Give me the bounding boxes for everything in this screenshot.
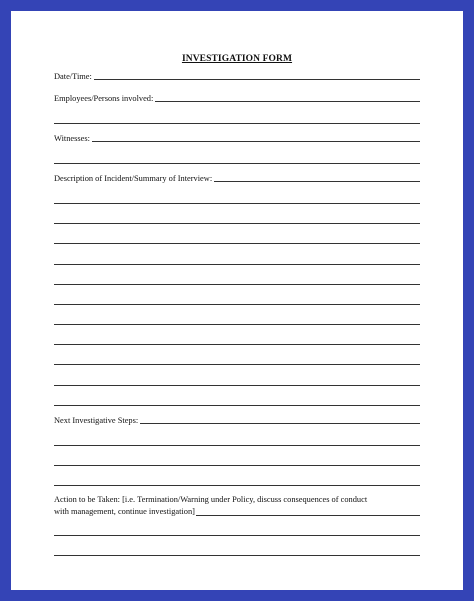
description-line[interactable] (54, 405, 420, 406)
witnesses-underline (92, 140, 420, 142)
action-underline (196, 515, 420, 516)
next-steps-line[interactable] (54, 485, 420, 486)
action-field (54, 494, 420, 518)
description-line[interactable] (54, 324, 420, 325)
description-field[interactable] (54, 174, 420, 183)
description-line[interactable] (54, 304, 420, 305)
description-line[interactable] (54, 364, 420, 365)
employees-underline (155, 100, 420, 102)
action-line-2-row[interactable] (54, 506, 420, 518)
next-steps-label: Next Investigative Steps: (54, 416, 139, 425)
witnesses-line-2[interactable] (54, 163, 420, 164)
date-time-underline (94, 78, 420, 80)
description-line[interactable] (54, 284, 420, 285)
date-time-label: Date/Time: (54, 72, 92, 81)
employees-field[interactable] (54, 94, 420, 103)
next-steps-line[interactable] (54, 465, 420, 466)
description-line[interactable] (54, 243, 420, 244)
next-steps-underline (140, 422, 420, 424)
description-underline (214, 180, 420, 182)
next-steps-field[interactable] (54, 416, 420, 425)
description-label: Description of Incident/Summary of Interview: (54, 174, 213, 183)
employees-line-2[interactable] (54, 123, 420, 124)
description-line[interactable] (54, 223, 420, 224)
employees-label: Employees/Persons involved: (54, 94, 154, 103)
action-line[interactable] (54, 535, 420, 536)
action-line[interactable] (54, 555, 420, 556)
next-steps-line[interactable] (54, 445, 420, 446)
description-line[interactable] (54, 344, 420, 345)
description-line[interactable] (54, 385, 420, 386)
action-label-line-2: with management, continue investigation] (54, 507, 195, 516)
form-title: INVESTIGATION FORM (181, 54, 293, 64)
description-line[interactable] (54, 203, 420, 204)
witnesses-label: Witnesses: (54, 134, 90, 143)
description-line[interactable] (54, 264, 420, 265)
date-time-field[interactable] (54, 72, 420, 81)
witnesses-field[interactable] (54, 134, 420, 143)
action-label-line-1: Action to be Taken: [i.e. Termination/Warning under Policy, discuss consequences of conduct (54, 495, 368, 504)
form-page (11, 11, 463, 590)
